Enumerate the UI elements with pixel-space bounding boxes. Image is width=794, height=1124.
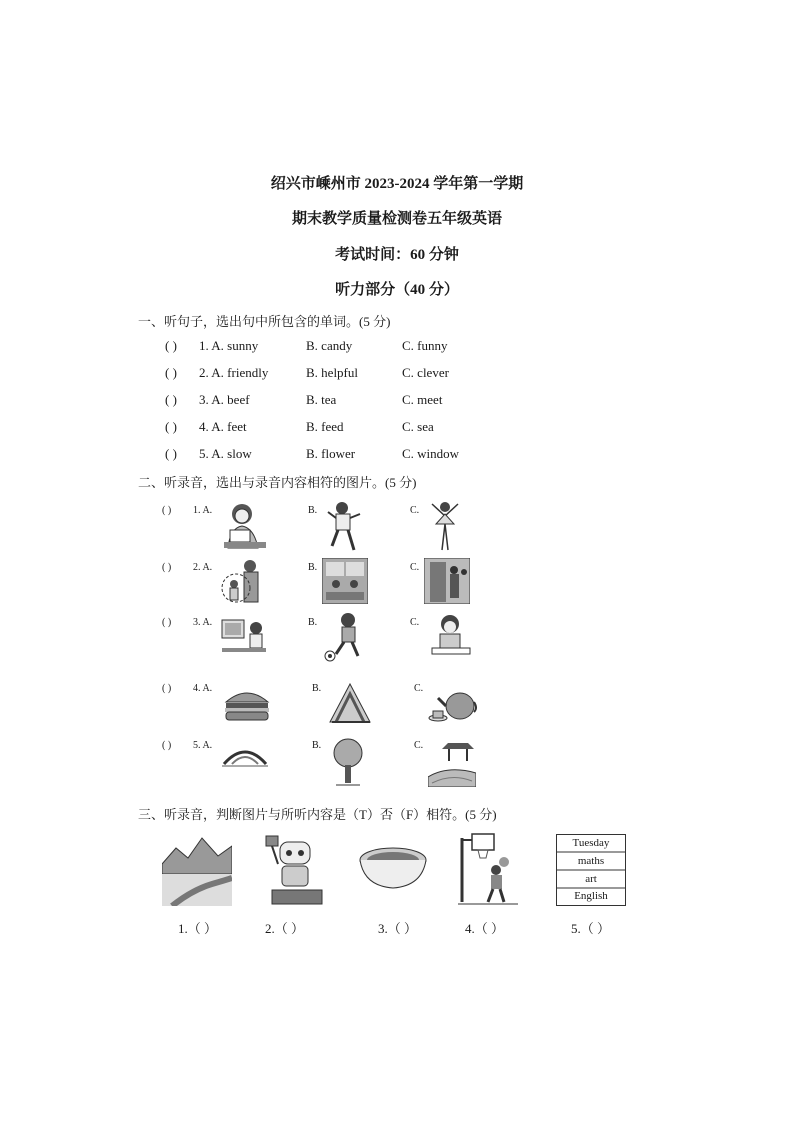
option-a: 1. A. sunny — [199, 338, 259, 353]
timetable-subject: maths — [577, 855, 605, 867]
robot-cooking-picture[interactable] — [258, 834, 328, 906]
mountain-river-picture[interactable] — [162, 834, 232, 906]
answer-blank[interactable]: ( ) — [165, 365, 177, 380]
option-b: B. candy — [306, 338, 353, 353]
option-b-label: B. — [312, 683, 322, 694]
option-c: C. clever — [402, 365, 449, 380]
teapot-picture[interactable] — [428, 684, 478, 724]
answer-blank[interactable]: 1.（ ） — [178, 921, 218, 936]
exam-subtitle: 期末教学质量检测卷五年级英语 — [291, 211, 502, 227]
section2-heading: 二、听录音，选出与录音内容相符的图片。(5 分) — [138, 475, 417, 490]
answer-blank[interactable]: 3.（ ） — [378, 921, 418, 936]
pavilion-picture[interactable] — [428, 737, 476, 787]
answer-blank[interactable]: ( ) — [162, 683, 172, 694]
tree-picture[interactable] — [330, 737, 366, 787]
option-a: 3. A. beef — [199, 392, 250, 407]
answer-blank[interactable]: 2.（ ） — [265, 921, 305, 936]
section1-heading: 一、听句子，选出句中所包含的单词。(5 分) — [138, 314, 391, 329]
answer-blank[interactable]: ( ) — [162, 562, 172, 573]
bridge-picture[interactable] — [222, 744, 268, 768]
kungfu-boy-picture[interactable] — [326, 500, 362, 552]
listening-part-title: 听力部分（40 分） — [335, 282, 459, 298]
option-a-label: 4. A. — [193, 683, 213, 694]
ballet-dancer-picture[interactable] — [428, 500, 462, 552]
boy-at-computer-picture[interactable] — [220, 616, 268, 658]
option-c-label: C. — [410, 505, 420, 516]
option-b: B. feed — [306, 419, 344, 434]
option-b-label: B. — [308, 505, 318, 516]
basketball-player-picture[interactable] — [458, 832, 518, 906]
option-c-label: C. — [410, 617, 420, 628]
answer-blank[interactable]: ( ) — [165, 392, 177, 407]
option-c-label: C. — [414, 683, 424, 694]
option-c: C. sea — [402, 419, 434, 434]
classroom-picture[interactable] — [322, 558, 368, 604]
girl-reading-picture[interactable] — [220, 502, 268, 550]
option-c: C. meet — [402, 392, 443, 407]
boy-writing-picture[interactable] — [430, 612, 472, 660]
boy-playing-football-picture[interactable] — [324, 612, 366, 662]
option-c: C. window — [402, 446, 460, 461]
answer-blank[interactable]: ( ) — [165, 338, 177, 353]
option-b: B. helpful — [306, 365, 358, 380]
option-b-label: B. — [308, 562, 318, 573]
option-a-label: 2. A. — [193, 562, 213, 573]
option-c-label: C. — [410, 562, 420, 573]
exam-time: 考试时间：60 分钟 — [335, 247, 459, 263]
answer-blank[interactable]: 4.（ ） — [465, 921, 505, 936]
option-b-label: B. — [312, 740, 322, 751]
section3-heading: 三、听录音，判断图片与所听内容是（T）否（F）相符。(5 分) — [138, 807, 497, 822]
answer-blank[interactable]: ( ) — [162, 617, 172, 628]
option-b: B. tea — [306, 392, 337, 407]
teacher-at-door-picture[interactable] — [424, 558, 470, 604]
hamburger-picture[interactable] — [224, 688, 270, 722]
noodle-bowl-picture[interactable] — [358, 846, 428, 892]
option-a-label: 5. A. — [193, 740, 213, 751]
exam-title: 绍兴市嵊州市 2023-2024 学年第一学期 — [270, 176, 524, 192]
mother-and-child-picture[interactable] — [220, 558, 266, 606]
answer-blank[interactable]: ( ) — [162, 740, 172, 751]
option-a-label: 3. A. — [193, 617, 213, 628]
answer-blank[interactable]: ( ) — [165, 446, 177, 461]
answer-blank[interactable]: ( ) — [165, 419, 177, 434]
timetable-day: Tuesday — [572, 837, 610, 849]
sandwich-picture[interactable] — [326, 680, 372, 726]
timetable-subject: English — [574, 890, 608, 902]
option-b: B. flower — [306, 446, 356, 461]
option-a: 2. A. friendly — [199, 365, 269, 380]
option-a-label: 1. A. — [193, 505, 213, 516]
option-a: 4. A. feet — [199, 419, 247, 434]
answer-blank[interactable]: 5.（ ） — [571, 921, 611, 936]
timetable-subject: art — [585, 873, 597, 885]
option-b-label: B. — [308, 617, 318, 628]
answer-blank[interactable]: ( ) — [162, 505, 172, 516]
option-c-label: C. — [414, 740, 424, 751]
option-a: 5. A. slow — [199, 446, 252, 461]
option-c: C. funny — [402, 338, 448, 353]
